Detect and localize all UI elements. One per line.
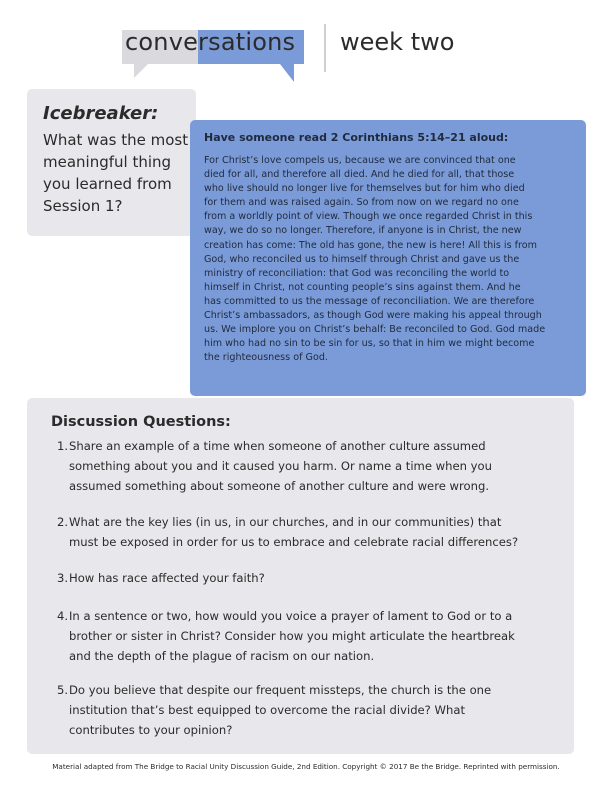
question-number: 3. [57, 571, 69, 585]
discussion-box [27, 398, 574, 754]
question-number: 2. [57, 515, 69, 529]
question-line: brother or sister in Christ? Consider how you might articulate the heartbreak [69, 629, 515, 643]
scripture-line: from a worldly point of view. Though we once regarded Christ in this [204, 211, 533, 223]
scripture-line: creation has come: The old has gone, the new is here! All this is from [204, 239, 537, 251]
question-number: 1. [57, 439, 69, 453]
icebreaker-question: What was the most meaningful thing you learned from Session 1? [43, 131, 189, 215]
scripture-box [190, 120, 586, 396]
scripture-line: has committed to us the message of reconciliation. We are therefore [204, 295, 535, 307]
scripture-line: ministry of reconciliation: that God was reconciling the world to [204, 267, 510, 279]
question-5 [57, 680, 562, 740]
question-line: What are the key lies (in us, in our churches, and in our communities) that [69, 515, 502, 529]
scripture-line: died for all, and therefore all died. And he died for all, that those [204, 169, 515, 181]
question-line: something about you and it caused you harm. Or name a time when you [69, 459, 492, 473]
scripture-line: himself in Christ, not counting people’s sins against them. And he [204, 281, 521, 293]
icebreaker-title: Icebreaker: [43, 103, 159, 124]
icebreaker-box [27, 89, 196, 236]
question-3 [57, 568, 562, 588]
header-divider [324, 24, 326, 72]
scripture-title: Have someone read 2 Corinthians 5:14–21 aloud: [204, 131, 509, 144]
scripture-line: him who had no sin to be sin for us, so that in him we might become [204, 338, 535, 350]
logo-text: conversations [125, 28, 296, 56]
scripture-line: Christ’s ambassadors, as though God were making his appeal through [204, 310, 542, 322]
question-line: and the depth of the plague of racism on our nation. [69, 649, 375, 663]
scripture-line: way, we do so no longer. Therefore, if anyone is in Christ, the new [204, 225, 522, 237]
scripture-line: us. We implore you on Christ’s behalf: Be reconciled to God. God made [204, 324, 546, 336]
question-line: contributes to your opinion? [69, 723, 233, 737]
scripture-line: For Christ’s love compels us, because we are convinced that one [204, 155, 516, 166]
question-2 [57, 512, 562, 552]
speech-bubble-gray-tail [134, 64, 148, 78]
conversations-logo [122, 28, 304, 86]
question-4 [57, 606, 562, 666]
footer-credit: Material adapted from The Bridge to Racial Unity Discussion Guide, 2nd Edition. Copyright © 2017 Be the Bridge. Reprinted with permission. [52, 762, 560, 771]
scripture-text [204, 154, 576, 365]
scripture-line: for them and was raised again. So from now on we regard no one [204, 197, 519, 209]
discussion-title: Discussion Questions: [51, 414, 231, 430]
speech-bubble-blue-tail [280, 64, 294, 82]
question-line: How has race affected your faith? [69, 571, 265, 585]
question-number: 4. [57, 609, 69, 623]
scripture-line: the righteousness of God. [204, 352, 328, 364]
scripture-line: God, who reconciled us to himself through Christ and gave us the [204, 253, 520, 265]
question-line: Do you believe that despite our frequent missteps, the church is the one [69, 683, 492, 697]
question-line: institution that’s best equipped to overcome the racial divide? What [69, 703, 465, 717]
question-line: assumed something about someone of another culture and were wrong. [69, 479, 490, 493]
question-1 [57, 436, 562, 496]
question-line: Share an example of a time when someone of another culture assumed [69, 439, 486, 453]
question-line: In a sentence or two, how would you voice a prayer of lament to God or to a [69, 609, 513, 623]
scripture-line: who live should no longer live for themselves but for him who died [204, 183, 525, 195]
week-label: week two [340, 28, 455, 56]
question-number: 5. [57, 683, 69, 697]
question-line: must be exposed in order for us to embrace and celebrate racial differences? [69, 535, 519, 549]
